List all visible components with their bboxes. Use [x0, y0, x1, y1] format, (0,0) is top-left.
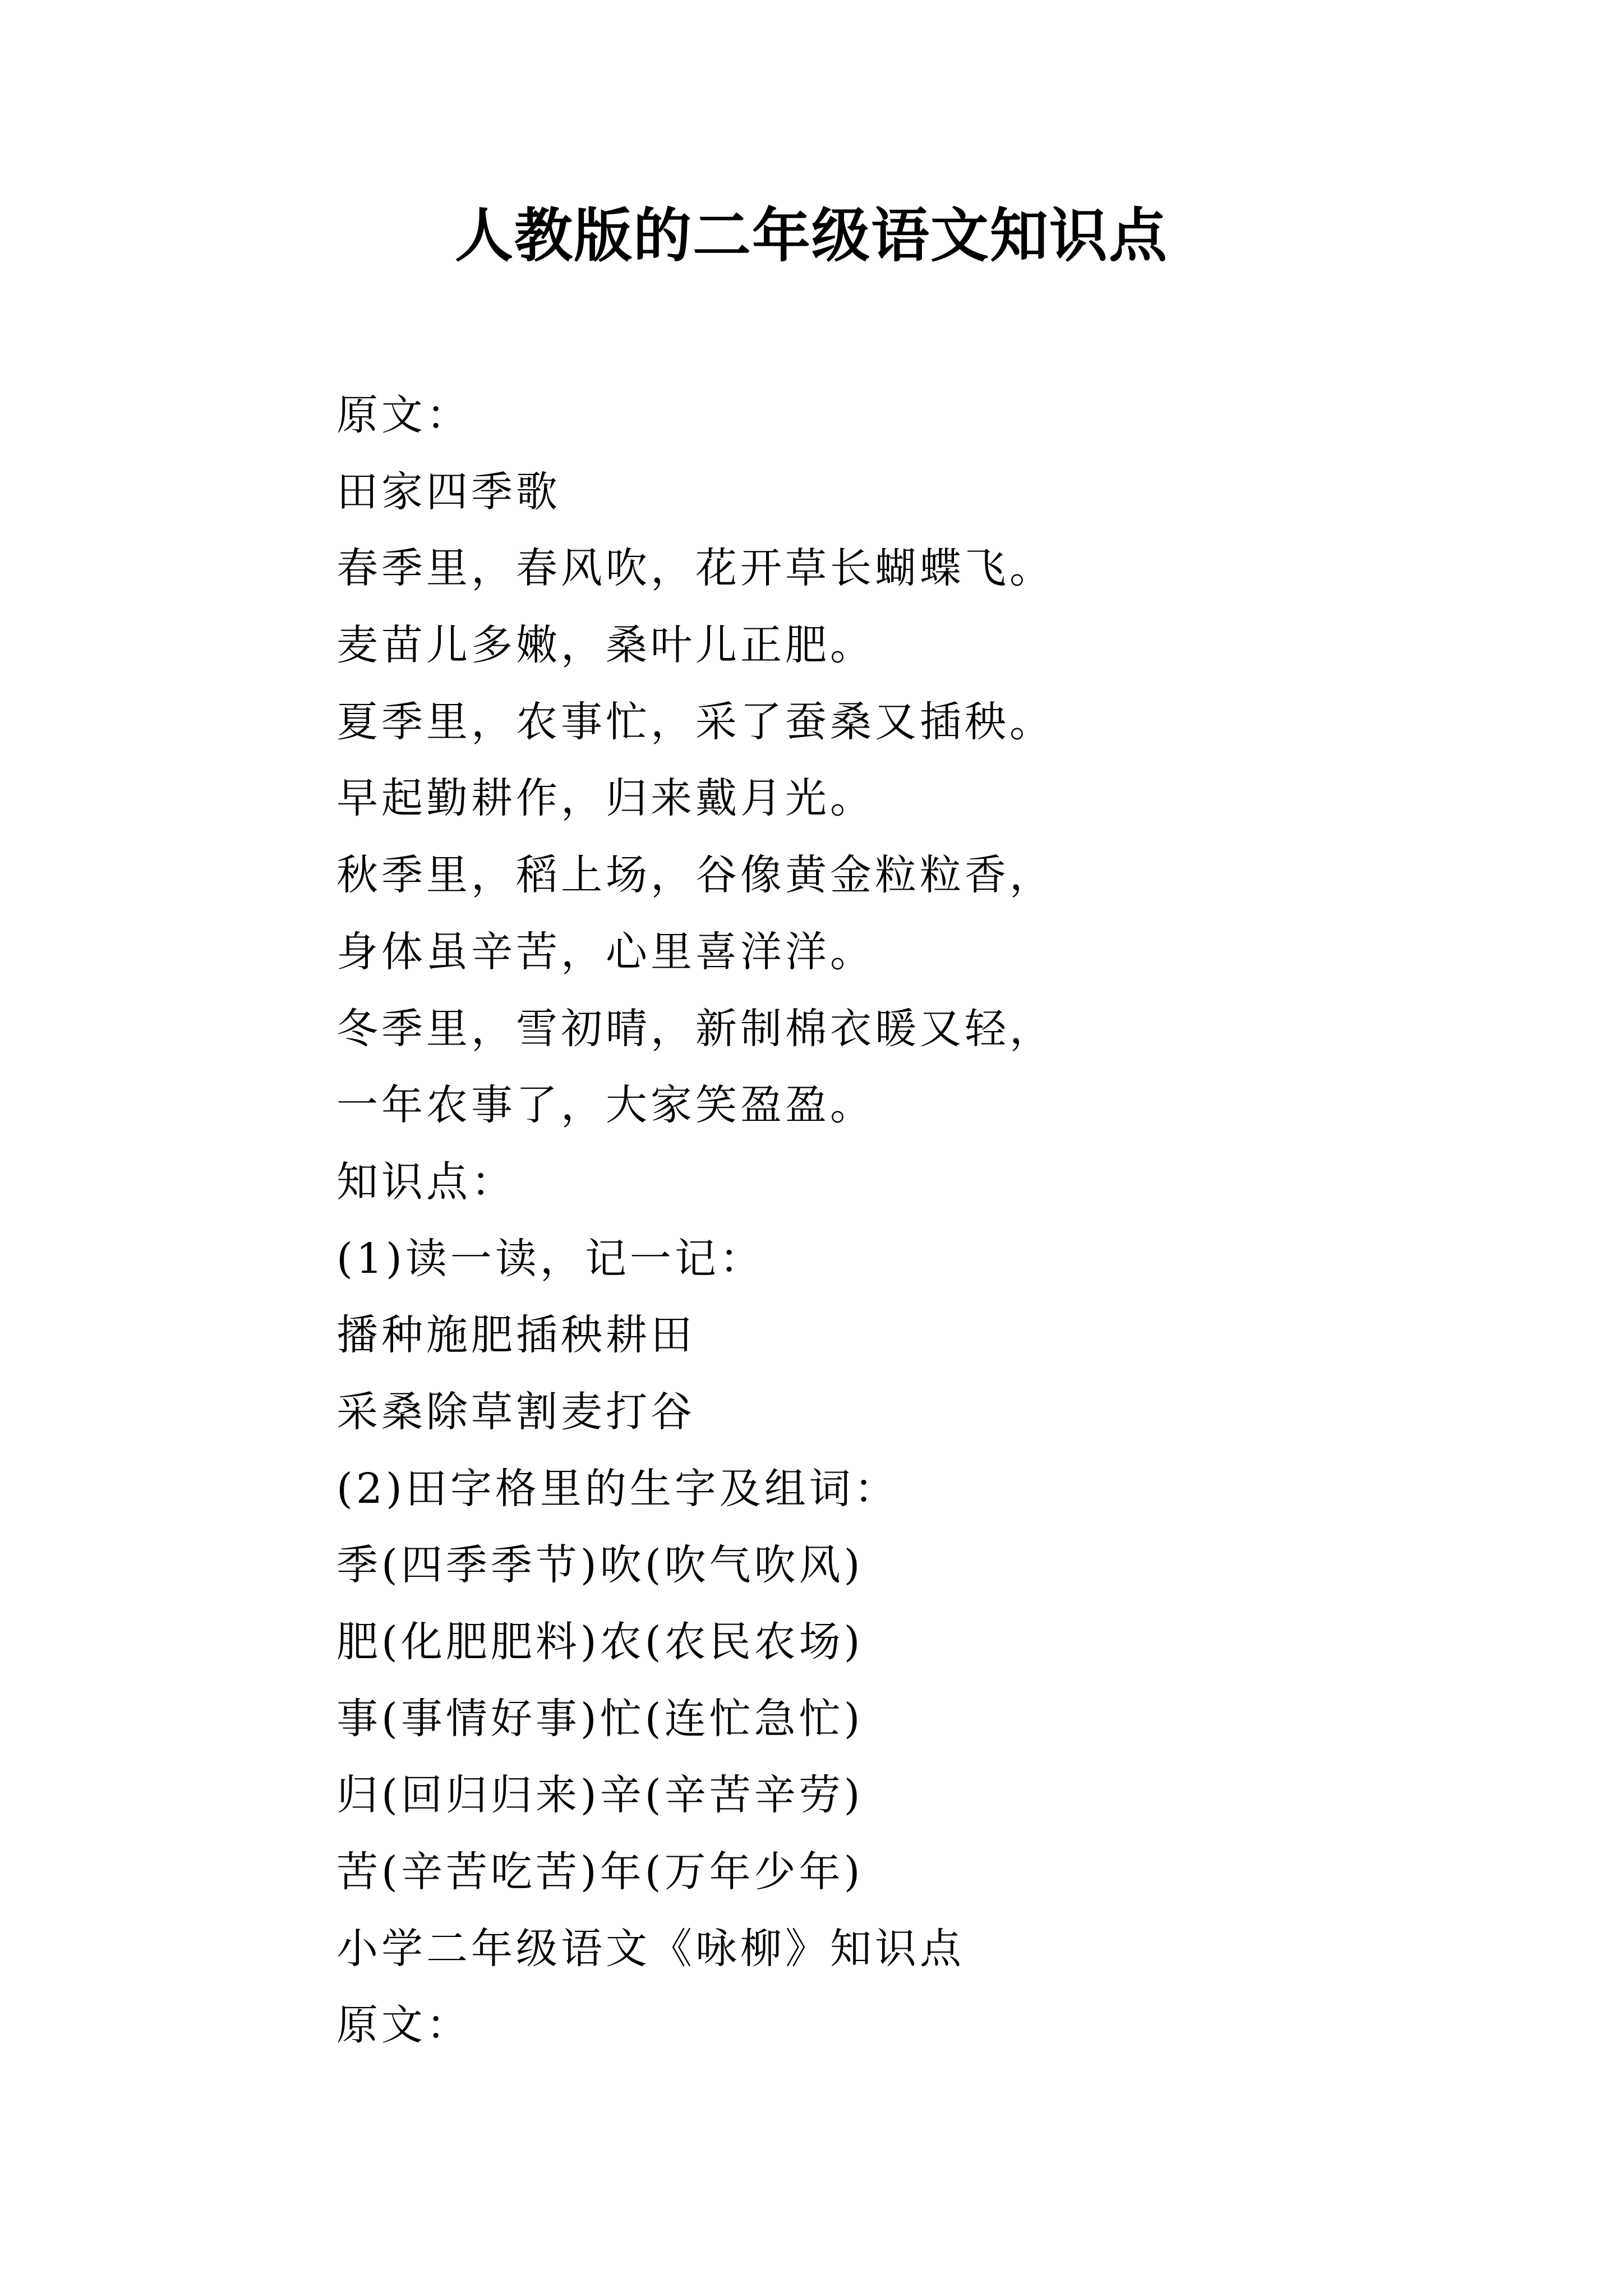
- text-line: 原文：: [336, 2001, 471, 2050]
- text-line: 一年农事了，大家笑盈盈。: [336, 1081, 875, 1130]
- text-line: 采桑除草割麦打谷: [336, 1387, 695, 1436]
- text-line: 季(四季季节)吹(吹气吹风): [336, 1541, 864, 1590]
- text-line: 归(回归归来)辛(辛苦辛劳): [336, 1771, 864, 1820]
- text-line: (1)读一读，记一记：: [336, 1234, 764, 1283]
- text-line: 春季里，春风吹，花开草长蝴蝶飞。: [336, 544, 1054, 593]
- text-line: 秋季里，稻上场，谷像黄金粒粒香，: [336, 851, 1054, 900]
- text-line: 麦苗儿多嫩，桑叶儿正肥。: [336, 621, 875, 670]
- text-line: 苦(辛苦吃苦)年(万年少年): [336, 1848, 864, 1897]
- text-line: 冬季里，雪初晴，新制棉衣暖又轻，: [336, 1004, 1054, 1053]
- text-line: 小学二年级语文《咏柳》知识点: [336, 1924, 965, 1973]
- text-line: 知识点：: [336, 1157, 516, 1206]
- text-line: 早起勤耕作，归来戴月光。: [336, 774, 875, 823]
- document-title: 人教版的二年级语文知识点: [454, 201, 1168, 270]
- text-line: 原文：: [336, 391, 471, 439]
- text-line: 播种施肥插秧耕田: [336, 1311, 695, 1360]
- text-line: 身体虽辛苦，心里喜洋洋。: [336, 927, 875, 976]
- document-body: [336, 377, 1514, 2064]
- text-line: 肥(化肥肥料)农(农民农场): [336, 1618, 864, 1666]
- text-line: 夏季里，农事忙，采了蚕桑又插秧。: [336, 697, 1054, 746]
- text-line: (2)田字格里的生字及组词：: [336, 1464, 899, 1513]
- text-line: 田家四季歌: [336, 467, 561, 516]
- text-line: 事(事情好事)忙(连忙急忙): [336, 1694, 864, 1743]
